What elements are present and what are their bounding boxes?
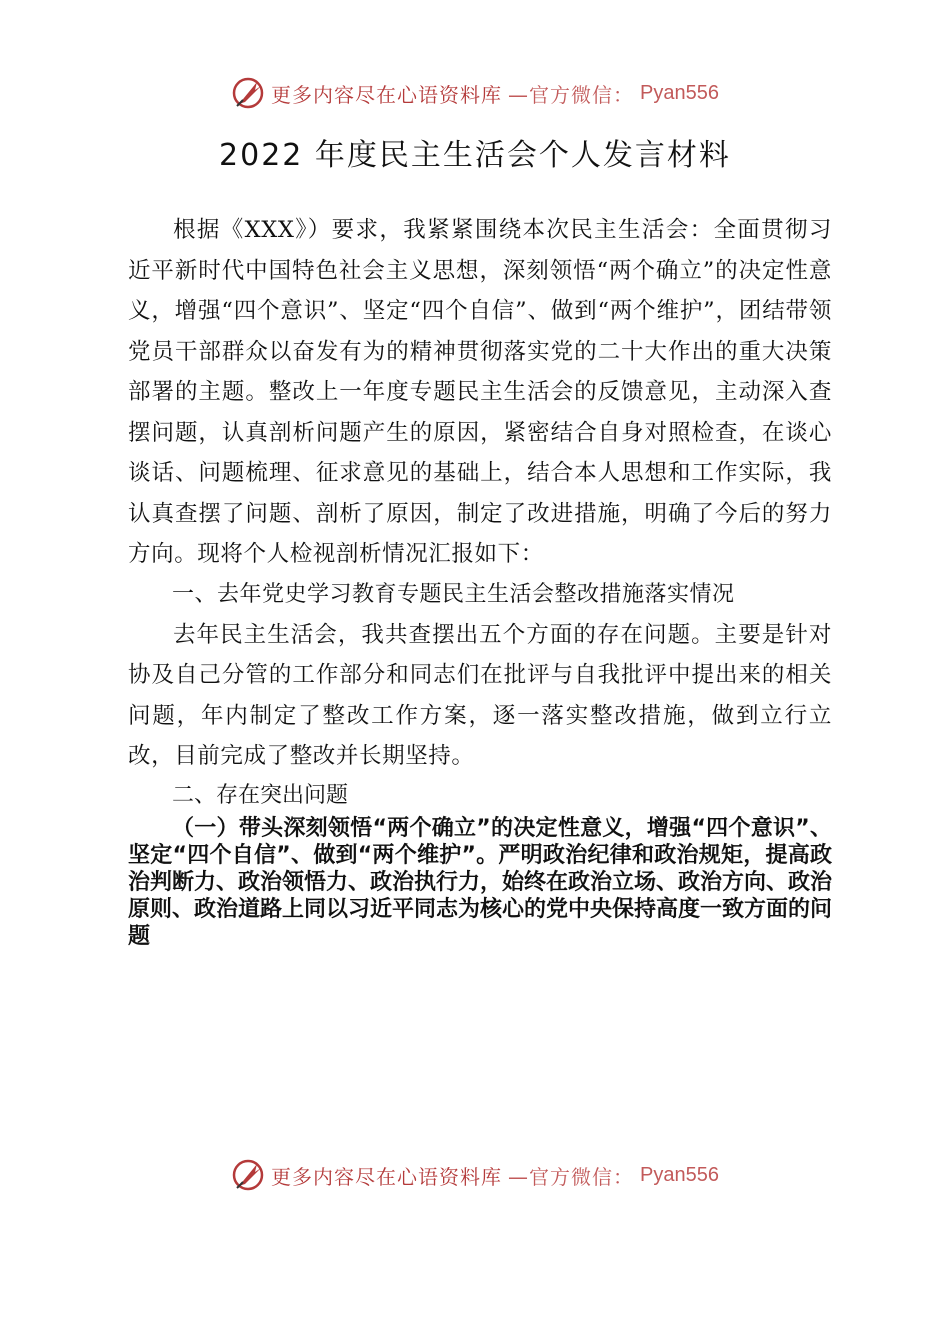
- watermark-wechat-id: Pyan556: [640, 81, 719, 104]
- intro-paragraph: 根据《XXX》）要求，我紧紧围绕本次民主生活会：全面贯彻习近平新时代中国特色社会主义思想，深刻领悟“两个确立”的决定性意义，增强“四个意识”、坚定“四个自信”、做到“两个维护”，团结带领党员干部群众以奋发有为的精神贯彻落实党的二十大作出的重大决策部署的主题。整改上一年度专题民主生活会的反馈意见，主动深入查摆问题，认真剖析问题产生的原因，紧密结合自身对照检查，在谈心谈话、问题梳理、征求意见的基础上，结合本人思想和工作实际，我认真查摆了问题、剖析了原因，制定了改进措施，明确了今后的努力方向。现将个人检视剖析情况汇报如下：: [128, 217, 832, 567]
- document-body: [128, 210, 832, 950]
- header-watermark: [0, 76, 950, 110]
- watermark-library-text: 更多内容尽在心语资料库: [271, 1164, 503, 1189]
- watermark-library-text: 更多内容尽在心语资料库: [271, 82, 503, 107]
- section1-paragraph: 去年民主生活会，我共查摆出五个方面的存在问题。主要是针对协及自己分管的工作部分和同志们在批评与自我批评中提出来的相关问题，年内制定了整改工作方案，逐一落实整改措施，做到立行立改，目前完成了整改并长期坚持。: [128, 621, 832, 769]
- document-title: 2022 年度民主生活会个人发言材料: [219, 138, 731, 173]
- quill-logo-icon: [231, 1158, 265, 1192]
- subsection1-paragraph: （一）带头深刻领悟“两个确立”的决定性意义，增强“四个意识”、坚定“四个自信”、做到“两个维护”。严明政治纪律和政治规矩，提高政治判断力、政治领悟力、政治执行力，始终在政治立场、政治方向、政治原则、政治道路上同以习近平同志为核心的党中央保持高度一致方面的问题: [128, 815, 833, 949]
- watermark-wechat-id: Pyan556: [640, 1163, 719, 1186]
- section1-heading: 一、去年党史学习教育专题民主生活会整改措施落实情况: [172, 581, 735, 607]
- quill-logo-icon: [231, 76, 265, 110]
- watermark-wechat-label: —官方微信：: [508, 82, 635, 107]
- section2-heading: 二、存在突出问题: [172, 782, 349, 808]
- watermark-wechat-label: —官方微信：: [508, 1164, 635, 1189]
- footer-watermark: [0, 1158, 950, 1192]
